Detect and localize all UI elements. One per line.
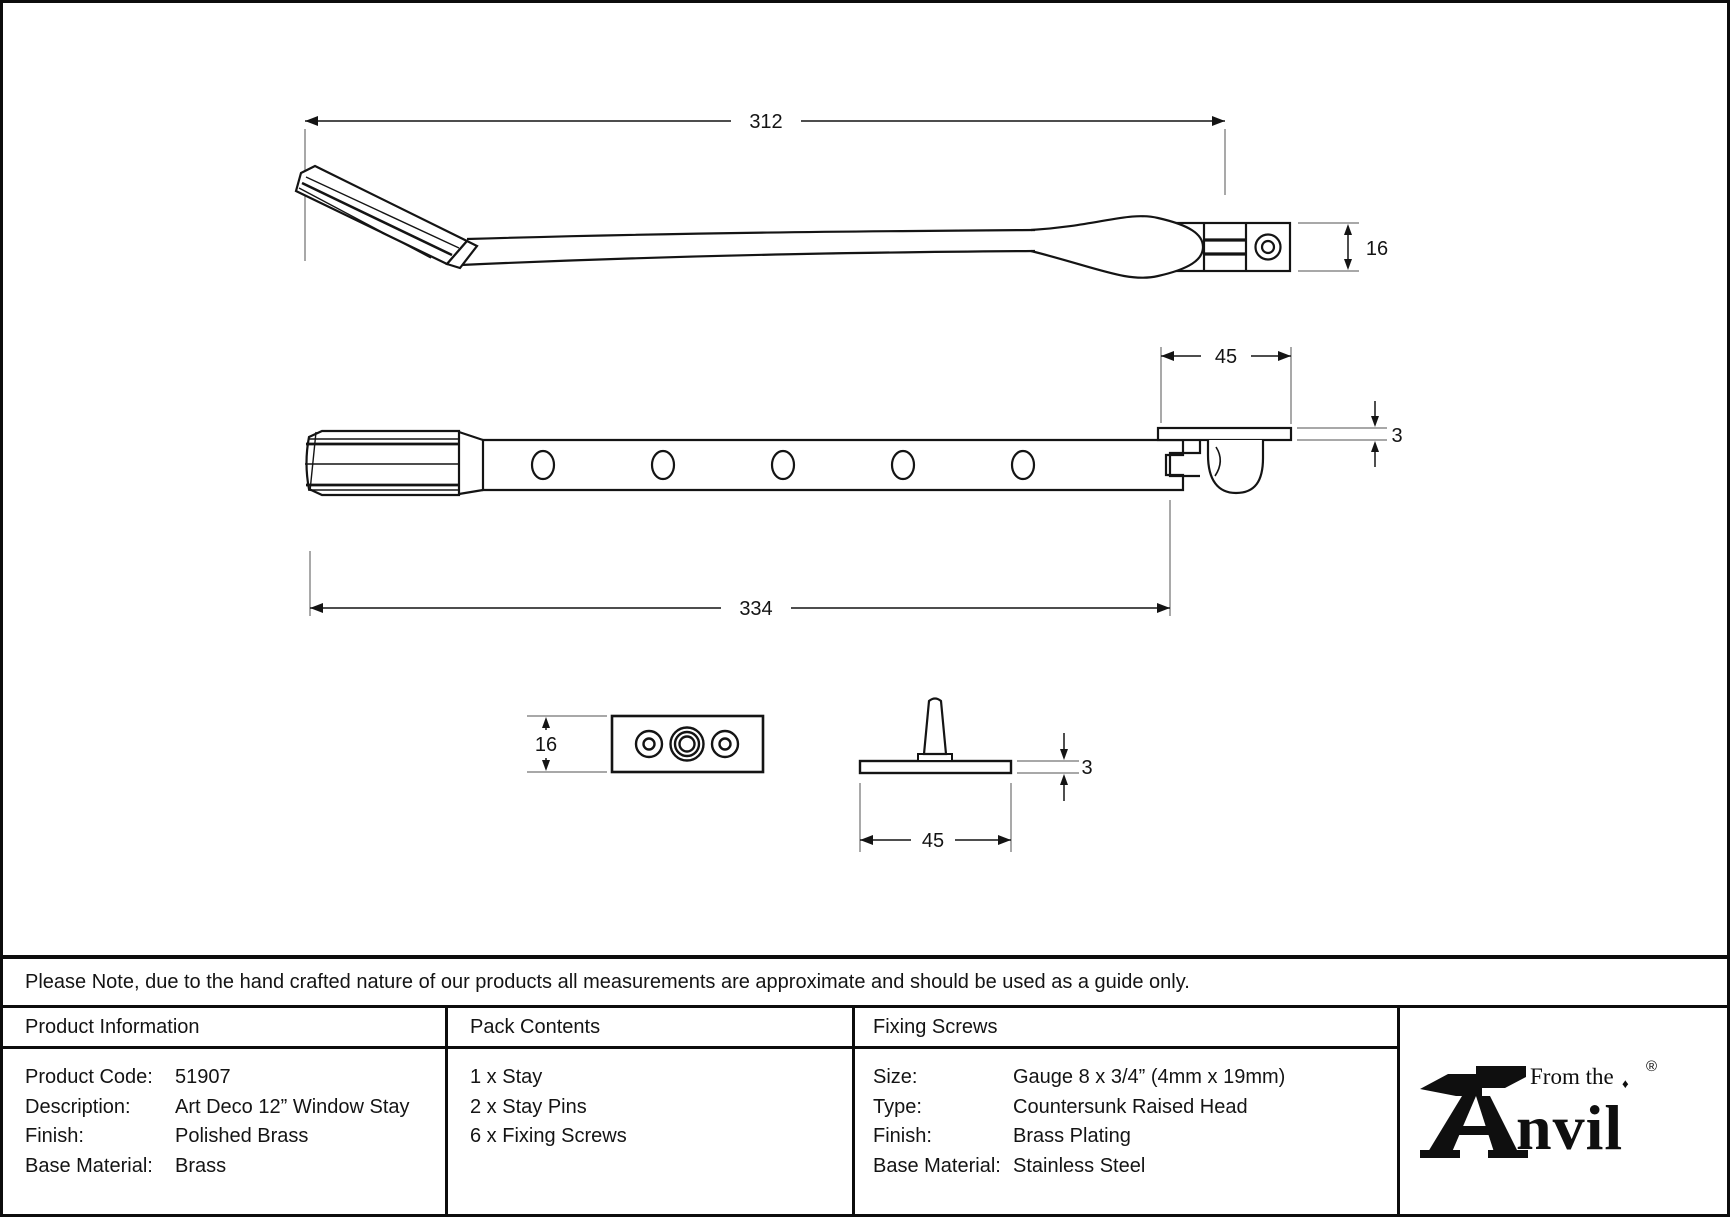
dim-312: 312 [749,111,783,133]
product-information-column [3,1008,448,1214]
side-view [296,111,1388,278]
finish-row: Finish: Polished Brass [25,1125,309,1147]
diamond-icon: ♦ [1622,1076,1629,1091]
keep-plate-view [527,716,763,772]
technical-drawing [3,3,1727,953]
base-material-row: Base Material: Brass [25,1154,227,1177]
fixing-screws-column [855,1008,1400,1214]
pack-contents-column [448,1008,855,1214]
screw-finish-row: Finish: Brass Plating [873,1125,1131,1147]
dim-3-pin: 3 [1081,757,1093,779]
stay-pin-view [860,699,1093,853]
from-the-anvil-logo [1418,1054,1718,1166]
measurement-note [3,955,1727,1008]
dim-334: 334 [739,598,773,620]
note-text: Please Note, due to the hand crafted nature of our products all measurements are approximate and should be used as a guide only. [25,970,1190,993]
screw-type-row: Type: Countersunk Raised Head [873,1095,1248,1118]
screw-size-row: Size: Gauge 8 x 3/4” (4mm x 19mm) [873,1066,1286,1088]
dim-45-pin: 45 [921,830,945,852]
dim-45-keep: 45 [1214,346,1238,368]
pack-item: 2 x Stay Pins [470,1095,587,1118]
top-view [305,346,1403,620]
anvil-a-logo-icon [1418,1064,1528,1164]
pack-item: 1 x Stay [470,1066,543,1088]
pack-contents-header: Pack Contents [448,1008,852,1049]
dim-16-bracket: 16 [1365,238,1389,260]
pack-item: 6 x Fixing Screws [470,1125,627,1147]
fixing-screws-header: Fixing Screws [855,1008,1397,1049]
product-code-row: Product Code: 51907 [25,1066,231,1088]
brand-cell [1400,1008,1727,1214]
registered-mark: ® [1646,1058,1658,1075]
description-row: Description: Art Deco 12” Window Stay [25,1095,410,1118]
product-information-header: Product Information [3,1008,445,1049]
brand-name: nvil [1516,1092,1624,1163]
screw-base-material-row: Base Material: Stainless Steel [873,1154,1146,1177]
brand-prefix: From the [1530,1064,1614,1089]
dim-16-plate: 16 [534,734,558,756]
dim-3-keep: 3 [1391,425,1403,447]
spec-table [3,1008,1727,1214]
